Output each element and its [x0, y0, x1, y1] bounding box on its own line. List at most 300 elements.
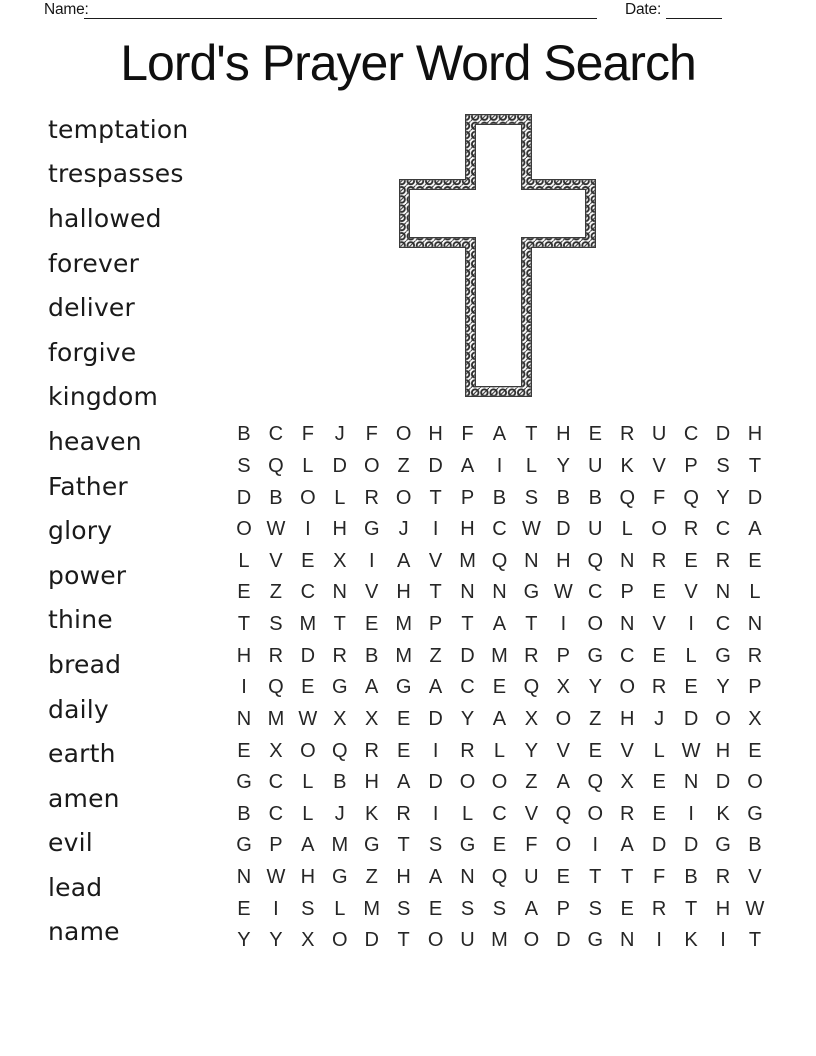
grid-cell: I — [592, 834, 599, 857]
grid-cell: A — [492, 613, 507, 636]
grid-cell: E — [492, 676, 507, 699]
grid-cell: J — [398, 518, 409, 541]
letter-grid — [228, 419, 771, 957]
grid-cell: Q — [683, 486, 699, 509]
grid-cell: Z — [397, 454, 410, 477]
grid-cell: V — [428, 549, 443, 572]
grid-cell: L — [302, 454, 314, 477]
grid-cell: B — [237, 423, 251, 446]
grid-cell: C — [492, 802, 507, 825]
grid-cell: B — [333, 771, 347, 794]
grid-cell: Q — [491, 866, 508, 889]
grid-cell: H — [460, 518, 475, 541]
grid-cell: Y — [524, 739, 539, 762]
grid-cell: I — [432, 518, 439, 541]
grid-cell: E — [652, 581, 666, 604]
grid-cell: A — [620, 834, 634, 857]
grid-cell: A — [396, 771, 411, 794]
grid-cell: A — [492, 707, 507, 730]
grid-cell: F — [461, 423, 474, 446]
grid-cell: P — [460, 486, 475, 509]
grid-cell: T — [684, 897, 698, 920]
grid-cell: D — [332, 454, 347, 477]
word-list-item: earth — [48, 739, 116, 769]
grid-cell: G — [395, 676, 412, 699]
word-list-item: lead — [48, 872, 103, 902]
grid-cell: Z — [589, 707, 602, 730]
grid-cell: M — [459, 549, 476, 572]
grid-cell: I — [368, 549, 375, 572]
grid-cell: D — [236, 486, 252, 509]
grid-cell: Q — [523, 676, 540, 699]
grid-cell: V — [748, 866, 762, 889]
grid-cell: E — [684, 549, 698, 572]
grid-cell: E — [652, 802, 666, 825]
grid-cell: O — [363, 454, 380, 477]
grid-cell: D — [747, 486, 763, 509]
grid-cell: L — [653, 739, 665, 762]
grid-cell: B — [556, 486, 571, 509]
page-title: Lord's Prayer Word Search — [120, 35, 696, 91]
grid-cell: N — [715, 581, 731, 604]
braided-cross-icon — [397, 112, 598, 397]
grid-cell: C — [715, 518, 731, 541]
grid-cell: V — [652, 454, 666, 477]
grid-cell: X — [748, 707, 762, 730]
grid-cell: I — [560, 613, 567, 636]
grid-cell: G — [715, 834, 731, 857]
grid-cell: E — [237, 581, 251, 604]
grid-cell: O — [332, 929, 348, 952]
grid-cell: Q — [555, 802, 572, 825]
grid-cell: N — [460, 866, 475, 889]
grid-cell: A — [460, 454, 475, 477]
grid-cell: V — [365, 581, 379, 604]
grid-cell: O — [587, 613, 604, 636]
grid-cell: D — [428, 707, 443, 730]
grid-cell: D — [715, 423, 731, 446]
grid-cell: D — [683, 834, 699, 857]
grid-cell: A — [428, 866, 443, 889]
grid-cell: S — [237, 454, 251, 477]
grid-cell: W — [266, 518, 286, 541]
grid-cell: G — [715, 644, 731, 667]
name-label: Name: — [44, 1, 89, 18]
grid-cell: L — [493, 739, 506, 762]
word-list-item: power — [48, 560, 127, 590]
grid-cell: Y — [460, 707, 475, 730]
date-fill-line — [666, 1, 722, 19]
grid-cell: R — [651, 676, 667, 699]
grid-cell: H — [715, 739, 731, 762]
grid-cell: N — [492, 581, 507, 604]
grid-cell: E — [748, 549, 762, 572]
grid-cell: J — [654, 707, 665, 730]
grid-cell: R — [396, 802, 411, 825]
grid-cell: G — [587, 929, 604, 952]
grid-cell: Q — [332, 739, 348, 762]
grid-cell: N — [460, 581, 475, 604]
grid-cell: Y — [716, 486, 730, 509]
grid-cell: T — [589, 866, 602, 889]
grid-cell: I — [496, 454, 503, 477]
grid-cell: I — [432, 739, 439, 762]
grid-cell: A — [556, 771, 571, 794]
grid-cell: F — [365, 423, 378, 446]
word-list-item: bread — [48, 649, 122, 679]
grid-cell: M — [299, 613, 317, 636]
grid-cell: B — [748, 834, 762, 857]
grid-cell: X — [333, 707, 347, 730]
grid-cell: X — [365, 707, 379, 730]
grid-cell: T — [525, 423, 538, 446]
grid-cell: R — [747, 644, 763, 667]
grid-cell: R — [332, 644, 347, 667]
grid-cell: W — [745, 897, 765, 920]
grid-cell: Y — [716, 676, 730, 699]
grid-cell: Q — [268, 676, 284, 699]
grid-cell: K — [365, 802, 379, 825]
grid-cell: Y — [556, 454, 571, 477]
grid-cell: X — [524, 707, 539, 730]
grid-cell: T — [397, 834, 410, 857]
grid-cell: O — [300, 739, 316, 762]
grid-cell: C — [619, 644, 635, 667]
grid-cell: A — [396, 549, 411, 572]
grid-cell: D — [556, 929, 571, 952]
grid-cell: Z — [269, 581, 283, 604]
grid-cell: L — [685, 644, 697, 667]
word-list-item: forever — [48, 248, 140, 278]
grid-cell: R — [364, 486, 379, 509]
grid-cell: R — [715, 549, 731, 572]
grid-cell: L — [334, 486, 346, 509]
grid-cell: T — [748, 454, 762, 477]
grid-cell: P — [748, 676, 762, 699]
grid-cell: I — [273, 897, 279, 920]
grid-cell: P — [428, 613, 443, 636]
grid-cell: S — [524, 486, 539, 509]
grid-cell: D — [460, 644, 475, 667]
grid-cell: I — [688, 613, 694, 636]
grid-cell: E — [237, 897, 251, 920]
grid-cell: N — [619, 549, 635, 572]
grid-cell: H — [300, 866, 316, 889]
grid-cell: R — [651, 549, 667, 572]
grid-cell: G — [363, 834, 380, 857]
grid-cell: M — [395, 613, 412, 636]
grid-cell: B — [684, 866, 698, 889]
grid-cell: N — [683, 771, 699, 794]
grid-cell: V — [684, 581, 698, 604]
grid-cell: P — [269, 834, 283, 857]
grid-cell: N — [236, 707, 252, 730]
grid-cell: C — [683, 423, 699, 446]
grid-cell: E — [492, 834, 507, 857]
grid-cell: G — [363, 518, 380, 541]
grid-cell: L — [334, 897, 346, 920]
grid-cell: I — [656, 929, 662, 952]
grid-cell: L — [238, 549, 250, 572]
grid-cell: M — [491, 644, 508, 667]
word-list-item: forgive — [48, 337, 137, 367]
grid-cell: S — [588, 897, 602, 920]
grid-cell: B — [269, 486, 283, 509]
grid-cell: Z — [429, 644, 442, 667]
grid-cell: G — [332, 676, 348, 699]
grid-cell: V — [652, 613, 666, 636]
grid-cell: T — [748, 929, 762, 952]
grid-cell: V — [524, 802, 539, 825]
grid-cell: O — [459, 771, 476, 794]
word-list-item: heaven — [48, 426, 142, 456]
grid-cell: E — [556, 866, 571, 889]
grid-cell: Q — [491, 549, 508, 572]
grid-cell: A — [748, 518, 762, 541]
grid-cell: E — [620, 897, 634, 920]
grid-cell: R — [715, 866, 731, 889]
grid-cell: B — [492, 486, 507, 509]
grid-cell: L — [749, 581, 761, 604]
word-list-item: evil — [48, 828, 93, 858]
grid-cell: C — [460, 676, 475, 699]
grid-cell: Z — [365, 866, 378, 889]
grid-cell: I — [241, 676, 247, 699]
grid-cell: M — [395, 644, 412, 667]
grid-cell: W — [521, 518, 541, 541]
grid-cell: W — [298, 707, 318, 730]
grid-cell: D — [683, 707, 699, 730]
grid-cell: H — [396, 581, 411, 604]
word-list-item: trespasses — [48, 159, 184, 189]
grid-cell: E — [237, 739, 251, 762]
grid-cell: O — [619, 676, 635, 699]
grid-cell: H — [747, 423, 763, 446]
grid-cell: L — [525, 454, 537, 477]
grid-cell: E — [652, 771, 666, 794]
word-list-item: kingdom — [48, 382, 159, 412]
grid-cell: G — [459, 834, 476, 857]
grid-cell: D — [556, 518, 571, 541]
grid-cell: K — [716, 802, 730, 825]
grid-cell: C — [492, 518, 507, 541]
grid-cell: R — [683, 518, 699, 541]
grid-cell: L — [302, 771, 314, 794]
grid-cell: S — [716, 454, 730, 477]
grid-cell: R — [364, 739, 379, 762]
grid-cell: S — [428, 834, 443, 857]
date-label: Date: — [625, 1, 662, 18]
grid-cell: O — [491, 771, 508, 794]
grid-cell: L — [302, 802, 314, 825]
grid-cell: K — [684, 929, 698, 952]
word-list-item: glory — [48, 516, 113, 546]
grid-cell: O — [651, 518, 667, 541]
grid-cell: R — [460, 739, 475, 762]
grid-cell: D — [651, 834, 667, 857]
grid-cell: T — [429, 486, 442, 509]
grid-cell: H — [364, 771, 379, 794]
grid-cell: R — [619, 802, 635, 825]
grid-cell: Q — [587, 771, 604, 794]
grid-cell: A — [301, 834, 315, 857]
grid-cell: I — [720, 929, 726, 952]
grid-cell: L — [621, 518, 633, 541]
grid-cell: K — [620, 454, 634, 477]
grid-cell: G — [747, 802, 763, 825]
grid-cell: H — [332, 518, 347, 541]
grid-cell: G — [523, 581, 540, 604]
grid-cell: H — [556, 423, 571, 446]
grid-cell: T — [429, 581, 442, 604]
grid-cell: M — [363, 897, 381, 920]
grid-cell: O — [395, 486, 412, 509]
grid-cell: M — [331, 834, 349, 857]
grid-cell: I — [305, 518, 311, 541]
grid-cell: D — [300, 644, 316, 667]
grid-cell: T — [621, 866, 634, 889]
grid-cell: O — [236, 518, 252, 541]
grid-cell: E — [748, 739, 762, 762]
grid-cell: I — [432, 802, 439, 825]
grid-cell: N — [524, 549, 539, 572]
grid-cell: X — [620, 771, 634, 794]
grid-cell: M — [267, 707, 285, 730]
grid-cell: E — [301, 676, 315, 699]
grid-cell: N — [332, 581, 347, 604]
word-list-item: temptation — [48, 114, 189, 144]
grid-cell: B — [588, 486, 602, 509]
grid-cell: Q — [587, 549, 604, 572]
grid-cell: H — [715, 897, 731, 920]
grid-cell: A — [365, 676, 379, 699]
grid-cell: V — [556, 739, 571, 762]
word-list-item: thine — [48, 605, 113, 635]
grid-cell: W — [553, 581, 573, 604]
grid-cell: C — [268, 802, 284, 825]
word-list-item: name — [48, 917, 120, 947]
grid-cell: S — [396, 897, 411, 920]
grid-cell: Z — [525, 771, 538, 794]
grid-cell: R — [268, 644, 284, 667]
grid-cell: R — [651, 897, 667, 920]
grid-cell: N — [619, 613, 635, 636]
grid-cell: T — [461, 613, 474, 636]
grid-cell: E — [396, 707, 411, 730]
grid-cell: P — [684, 454, 698, 477]
grid-cell: T — [237, 613, 251, 636]
grid-cell: E — [365, 613, 379, 636]
grid-cell: J — [334, 802, 345, 825]
grid-cell: V — [269, 549, 283, 572]
grid-cell: X — [301, 929, 315, 952]
grid-cell: H — [396, 866, 411, 889]
grid-cell: P — [556, 644, 571, 667]
grid-cell: W — [266, 866, 286, 889]
grid-cell: C — [715, 613, 731, 636]
grid-cell: X — [556, 676, 571, 699]
grid-cell: U — [651, 423, 667, 446]
grid-cell: C — [268, 423, 284, 446]
grid-cell: G — [236, 771, 252, 794]
word-list-item: Father — [48, 471, 128, 501]
grid-cell: O — [300, 486, 316, 509]
grid-cell: E — [301, 549, 315, 572]
grid-cell: E — [588, 739, 602, 762]
word-list-item: hallowed — [48, 203, 162, 233]
grid-cell: B — [237, 802, 251, 825]
grid-cell: N — [619, 929, 635, 952]
grid-cell: U — [588, 454, 603, 477]
word-list-item: amen — [48, 783, 120, 813]
grid-cell: C — [588, 581, 603, 604]
grid-cell: A — [428, 676, 443, 699]
grid-cell: H — [556, 549, 571, 572]
grid-cell: D — [715, 771, 731, 794]
grid-cell: N — [747, 613, 763, 636]
grid-cell: E — [588, 423, 602, 446]
grid-cell: Y — [269, 929, 283, 952]
grid-cell: D — [364, 929, 379, 952]
grid-cell: F — [653, 486, 666, 509]
grid-cell: O — [555, 834, 572, 857]
grid-cell: D — [428, 771, 443, 794]
grid-cell: Y — [237, 929, 251, 952]
grid-cell: V — [620, 739, 634, 762]
grid-cell: O — [587, 802, 604, 825]
grid-cell: U — [588, 518, 603, 541]
grid-cell: C — [268, 771, 284, 794]
grid-cell: U — [460, 929, 475, 952]
grid-cell: G — [236, 834, 252, 857]
grid-cell: O — [427, 929, 444, 952]
word-list-item: daily — [48, 694, 109, 724]
grid-cell: A — [492, 423, 507, 446]
grid-cell: G — [587, 644, 604, 667]
grid-cell: S — [460, 897, 475, 920]
grid-cell: T — [333, 613, 346, 636]
word-list — [48, 107, 223, 954]
grid-cell: M — [491, 929, 508, 952]
grid-cell: X — [333, 549, 347, 572]
grid-cell: N — [236, 866, 252, 889]
grid-cell: R — [619, 423, 635, 446]
grid-cell: O — [715, 707, 731, 730]
grid-cell: W — [681, 739, 701, 762]
grid-cell: P — [620, 581, 634, 604]
grid-cell: S — [301, 897, 315, 920]
grid-cell: H — [236, 644, 252, 667]
grid-cell: E — [684, 676, 698, 699]
grid-cell: S — [492, 897, 507, 920]
grid-cell: D — [428, 454, 443, 477]
grid-cell: O — [555, 707, 572, 730]
grid-cell: Q — [268, 454, 284, 477]
grid-cell: J — [334, 423, 345, 446]
grid-cell: Y — [588, 676, 602, 699]
grid-cell: X — [269, 739, 283, 762]
grid-cell: B — [365, 644, 379, 667]
grid-cell: L — [461, 802, 474, 825]
word-list-item: deliver — [48, 293, 135, 323]
grid-cell: U — [524, 866, 539, 889]
grid-cell: H — [619, 707, 635, 730]
grid-cell: O — [395, 423, 412, 446]
name-fill-line — [84, 1, 597, 19]
grid-cell: E — [652, 644, 666, 667]
grid-cell: T — [525, 613, 538, 636]
grid-cell: A — [524, 897, 539, 920]
